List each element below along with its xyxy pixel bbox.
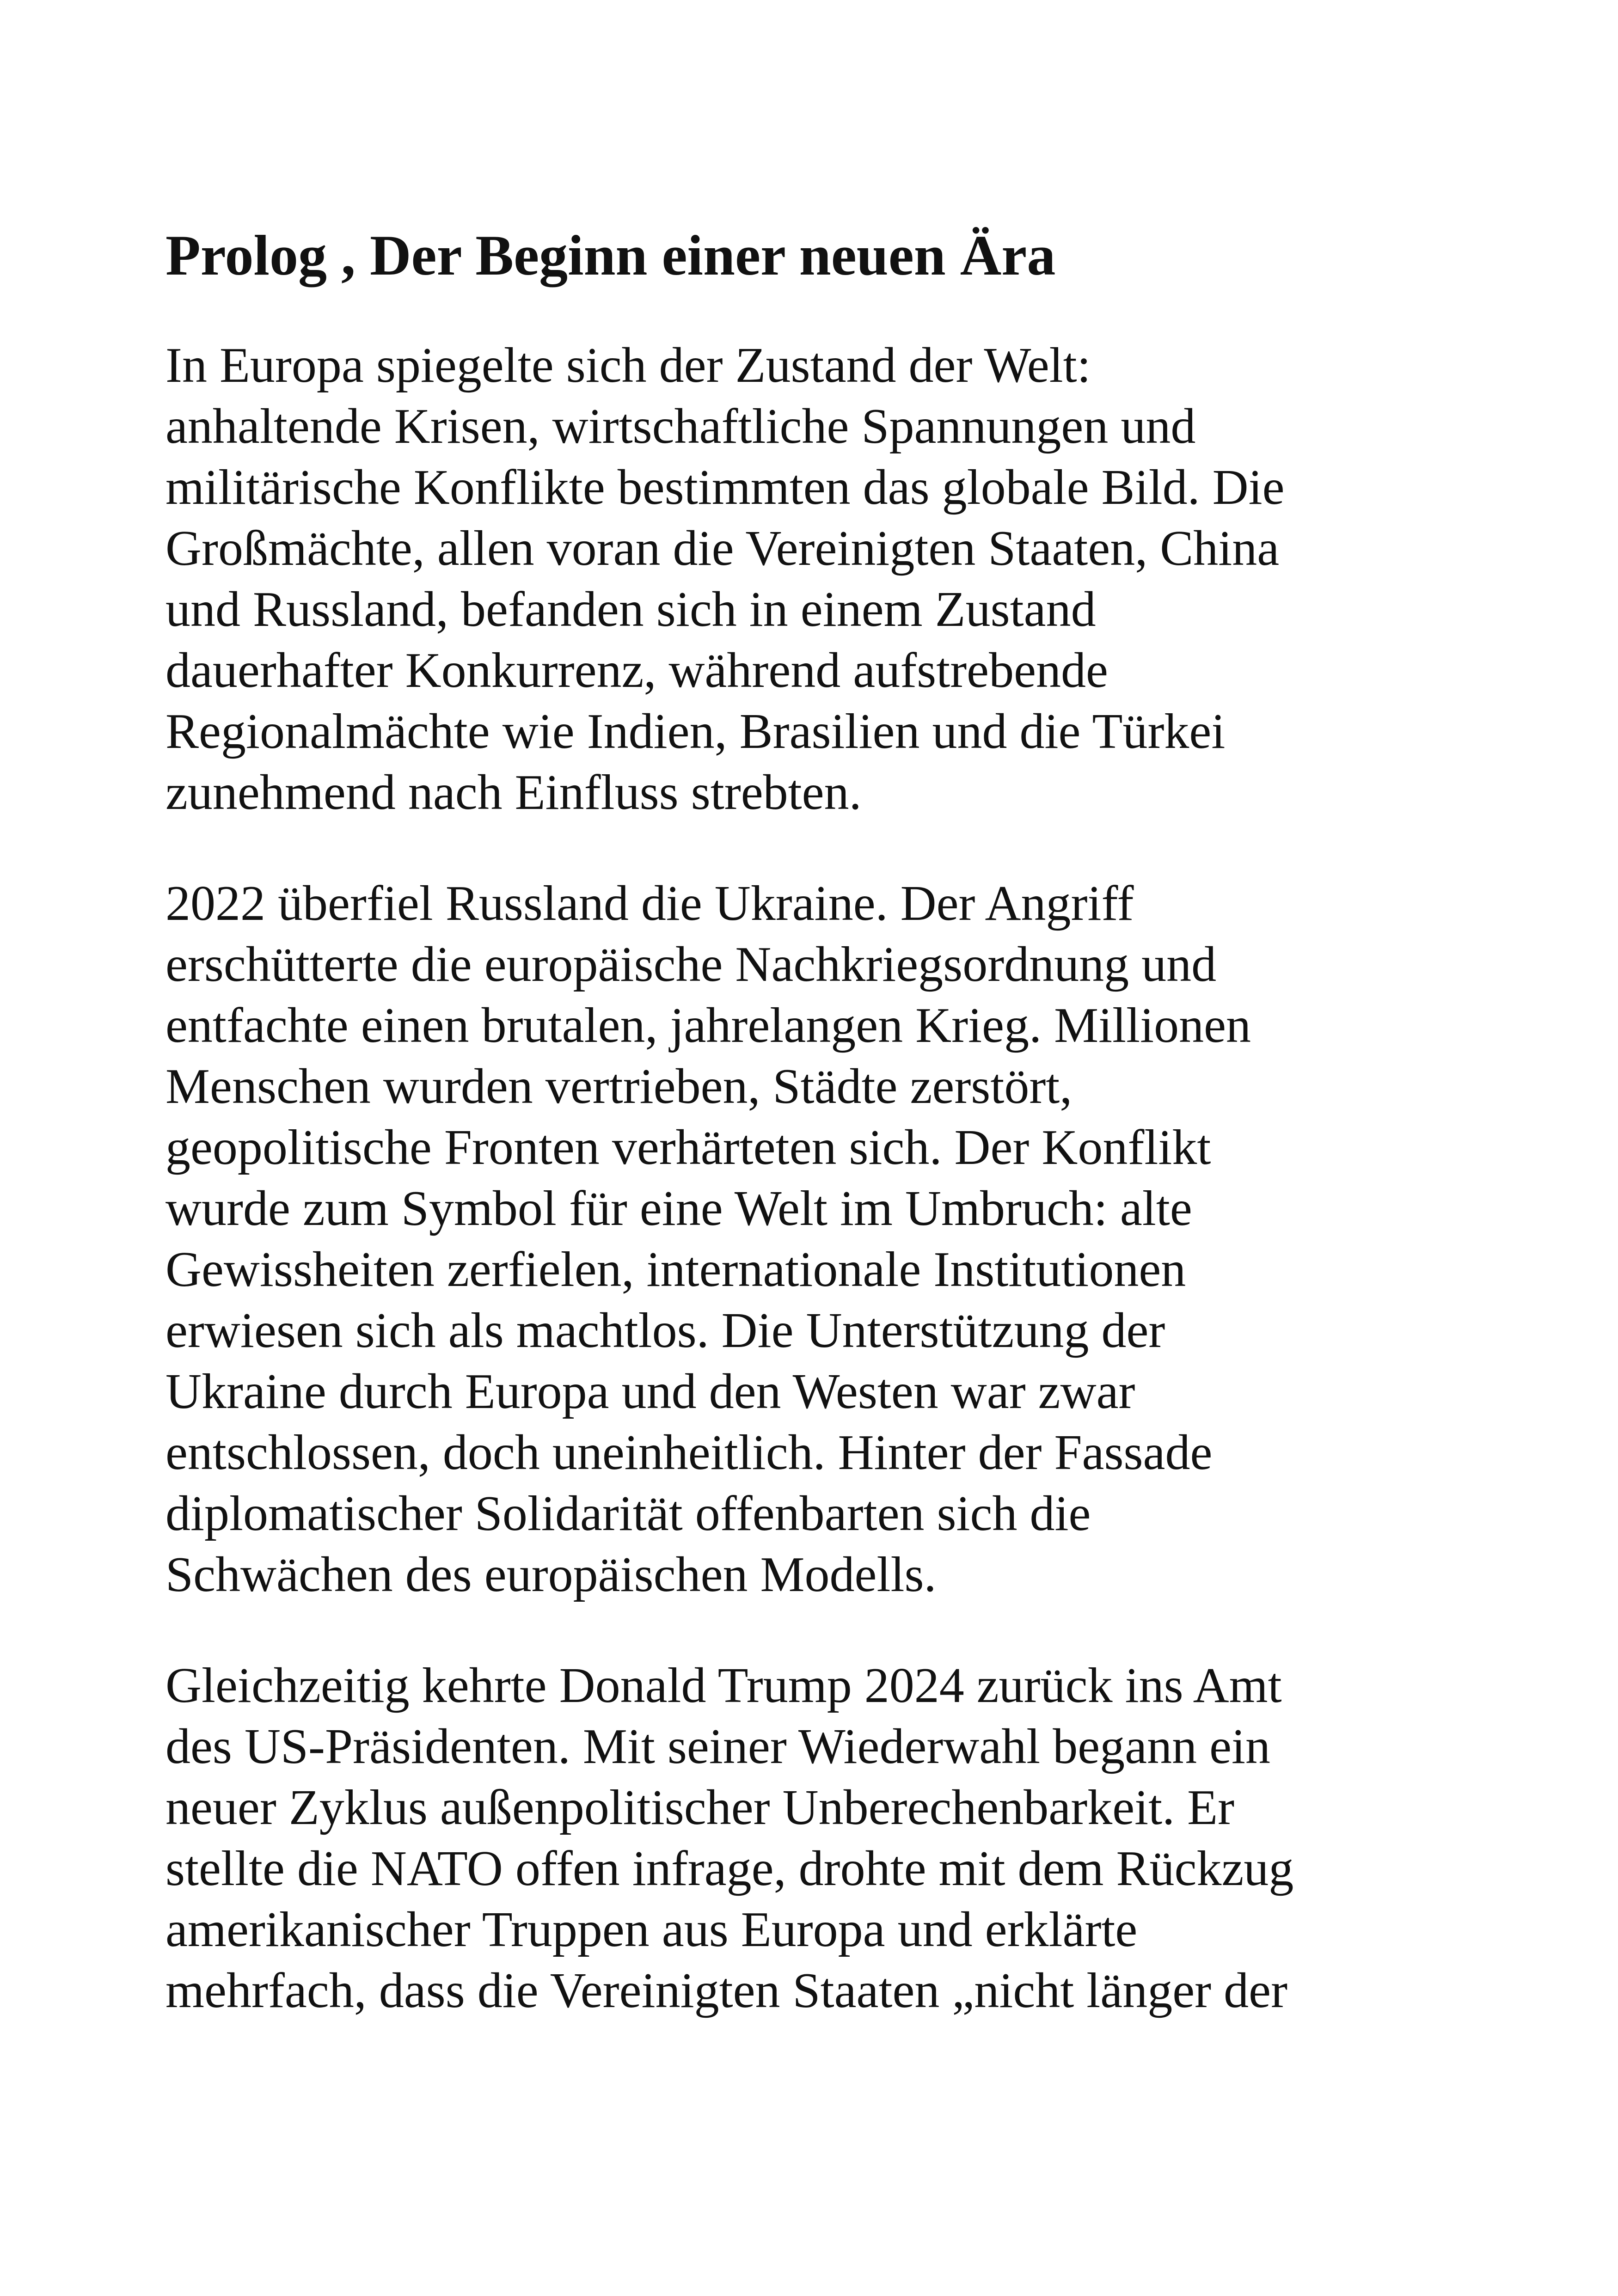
text-line: und Russland, befanden sich in einem Zustand [165, 582, 1096, 637]
text-line: Großmächte, allen voran die Vereinigten Staaten, China [165, 521, 1280, 576]
paragraph-2 [165, 873, 1460, 1605]
paragraph-3 [165, 1655, 1460, 2021]
text-line: entfachte einen brutalen, jahrelangen Krieg. Millionen [165, 998, 1251, 1053]
text-line: neuer Zyklus außenpolitischer Unberechenbarkeit. Er [165, 1780, 1235, 1835]
text-line: Ukraine durch Europa und den Westen war zwar [165, 1364, 1135, 1419]
text-line: erschütterte die europäische Nachkriegsordnung und [165, 937, 1217, 992]
text-line: Gewissheiten zerfielen, internationale Institutionen [165, 1242, 1186, 1297]
document-content [165, 221, 1460, 2021]
text-line: militärische Konflikte bestimmten das globale Bild. Die [165, 460, 1285, 515]
text-line: geopolitische Fronten verhärteten sich. Der Konflikt [165, 1120, 1211, 1175]
text-line: dauerhafter Konkurrenz, während aufstrebende [165, 643, 1108, 698]
text-line: zunehmend nach Einfluss strebten. [165, 765, 862, 820]
text-line: wurde zum Symbol für eine Welt im Umbruch: alte [165, 1181, 1192, 1236]
text-line: des US-Präsidenten. Mit seiner Wiederwahl begann ein [165, 1719, 1271, 1774]
text-line: stellte die NATO offen infrage, drohte mit dem Rückzug [165, 1841, 1294, 1896]
text-line: Regionalmächte wie Indien, Brasilien und die Türkei [165, 704, 1226, 759]
text-line: Menschen wurden vertrieben, Städte zerstört, [165, 1059, 1073, 1114]
text-line: amerikanischer Truppen aus Europa und erklärte [165, 1902, 1138, 1957]
text-line: In Europa spiegelte sich der Zustand der Welt: [165, 338, 1091, 393]
chapter-title: Prolog , Der Beginn einer neuen Ära [165, 224, 1056, 287]
text-line: Gleichzeitig kehrte Donald Trump 2024 zurück ins Amt [165, 1658, 1282, 1713]
text-line: 2022 überfiel Russland die Ukraine. Der Angriff [165, 876, 1134, 931]
text-line: diplomatischer Solidarität offenbarten sich die [165, 1486, 1091, 1541]
paragraph-1 [165, 335, 1460, 823]
text-line: anhaltende Krisen, wirtschaftliche Spannungen und [165, 399, 1196, 454]
text-line: entschlossen, doch uneinheitlich. Hinter der Fassade [165, 1425, 1213, 1480]
text-line: mehrfach, dass die Vereinigten Staaten „nicht länger der [165, 1963, 1288, 2018]
text-line: erwiesen sich als machtlos. Die Unterstützung der [165, 1303, 1165, 1358]
text-line: Schwächen des europäischen Modells. [165, 1547, 937, 1602]
